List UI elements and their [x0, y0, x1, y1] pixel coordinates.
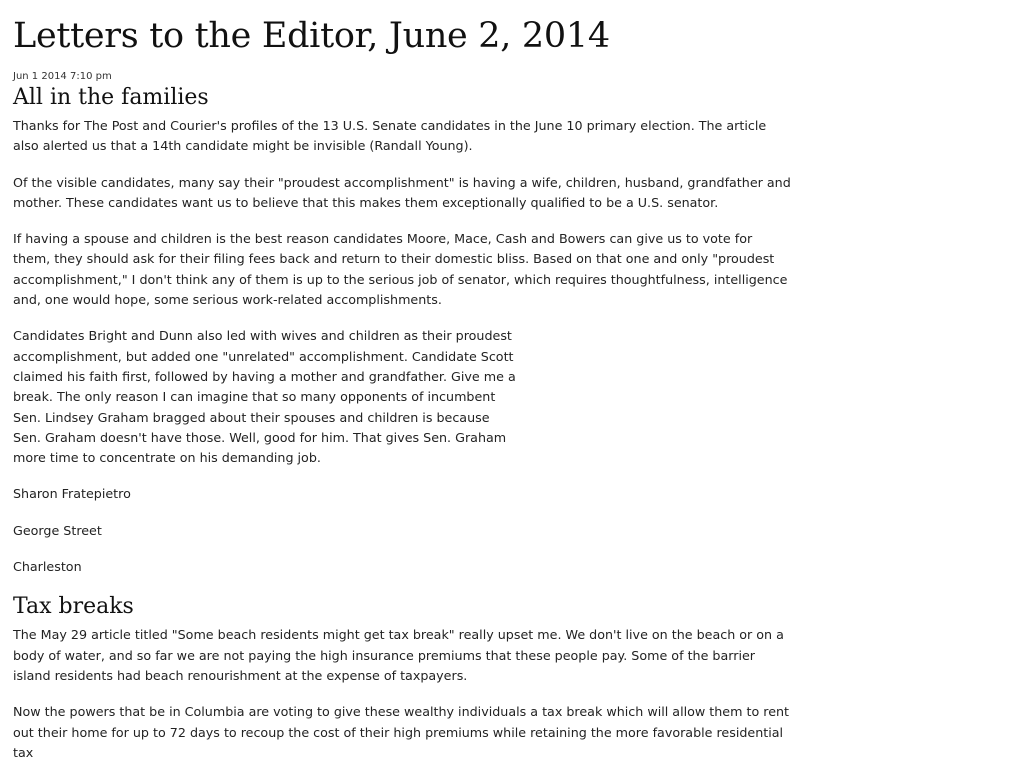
letter-paragraph: Thanks for The Post and Courier's profiles of the 13 U.S. Senate candidates in the June 10 primary election. The article also alerted us that a 14th candidate might be invisible (Randall Young). [13, 118, 767, 154]
article-dateline: Jun 1 2014 7:10 pm [13, 71, 112, 82]
letter-all-in-the-families [13, 84, 793, 577]
page-title: Letters to the Editor, June 2, 2014 [13, 16, 610, 56]
letter-body [13, 625, 793, 763]
letter-paragraph: The May 29 article titled "Some beach residents might get tax break" really upset me. We don't live on the beach or on a body of water, and so far we are not paying the high insurance premiums that these people pay. Some of the barrier island residents had beach renourishment at the expense of taxpayers. [13, 627, 784, 683]
letter-paragraph: Of the visible candidates, many say their "proudest accomplishment" is having a wife, children, husband, grandfather and mother. These candidates want us to believe that this makes them exceptionally qualified to be a U.S. senator. [13, 174, 791, 210]
signature-name: Sharon Fratepietro [13, 486, 131, 502]
signature-city: Charleston [13, 559, 82, 575]
letter-heading: Tax breaks [13, 594, 134, 620]
letter-tax-breaks [13, 593, 793, 763]
letter-heading: All in the families [13, 85, 209, 110]
letter-paragraph: Now the powers that be in Columbia are voting to give these wealthy individuals a tax break which will allow them to rent out their home for up to 72 days to recoup the cost of their high premiums while retaining the more favorable residential tax [13, 704, 790, 760]
signature-street: George Street [13, 522, 102, 538]
letter-paragraph: If having a spouse and children is the best reason candidates Moore, Mace, Cash and Bowers can give us to vote for them, they should ask for their filing fees back and return to their domestic bliss. Based on that one and only "proudest accomplishment," I don't think any of them is up to the serious job of senator, which requires thoughtfulness, intelligence and, one would hope, some serious work-related accomplishments. [13, 231, 788, 308]
letter-paragraph: Candidates Bright and Dunn also led with wives and children as their proudest accomplishment, but added one "unrelated" accomplishment. Candidate Scott claimed his faith first, followed by having a mother and grandfather. Give me a break. The only reason I can imagine that so many opponents of incumbent Sen. Lindsey Graham bragged about their spouses and children is because Sen. Graham doesn't have those. Well, good for him. That gives Sen. Graham more time to concentrate on his demanding job. [13, 328, 516, 466]
letter-body [13, 116, 793, 577]
article [13, 14, 793, 768]
